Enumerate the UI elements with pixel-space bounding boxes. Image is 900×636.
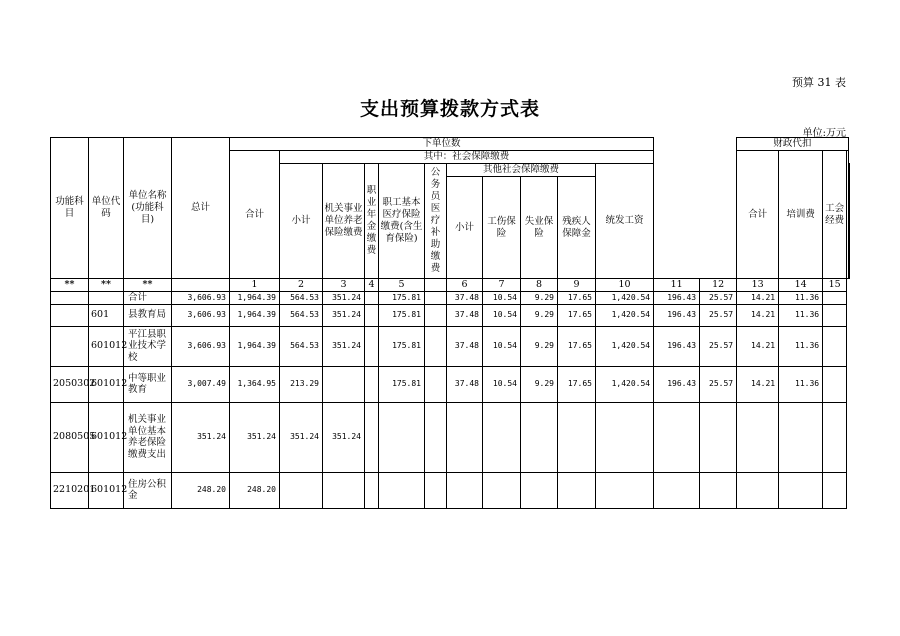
header-civil-medical: 公务员医疗补助缴费: [425, 164, 447, 279]
value-cell: 1,964.39: [230, 291, 280, 304]
value-cell: 248.20: [172, 472, 230, 508]
unit-code-cell: 601: [89, 304, 124, 326]
value-cell: 14.21: [737, 326, 779, 366]
value-cell: 196.43: [654, 291, 700, 304]
index-cell: **: [51, 279, 89, 292]
value-cell: [823, 366, 847, 402]
value-cell: [823, 402, 847, 472]
value-cell: 196.43: [654, 366, 700, 402]
unit-name-cell: 县教育局: [124, 304, 172, 326]
value-cell: [700, 402, 737, 472]
value-cell: [483, 472, 521, 508]
header-total: 总计: [172, 138, 230, 279]
value-cell: [365, 291, 379, 304]
value-cell: 37.48: [447, 304, 483, 326]
func-subject-cell: 2210201: [51, 472, 89, 508]
index-cell: 8: [521, 279, 558, 292]
header-medical: 职工基本医疗保险缴费(含生育保险): [379, 164, 425, 279]
value-cell: [823, 291, 847, 304]
value-cell: 196.43: [654, 304, 700, 326]
func-subject-cell: [51, 326, 89, 366]
value-cell: 175.81: [379, 304, 425, 326]
value-cell: 11.36: [779, 304, 823, 326]
value-cell: 351.24: [230, 402, 280, 472]
value-cell: 17.65: [558, 304, 596, 326]
value-cell: [365, 304, 379, 326]
value-cell: 17.65: [558, 326, 596, 366]
index-cell: 5: [379, 279, 425, 292]
page-title: 支出预算拨款方式表: [359, 98, 540, 120]
header-unit-name: 单位名称(功能科目): [124, 138, 172, 279]
table-row: [51, 304, 850, 326]
value-cell: 3,606.93: [172, 291, 230, 304]
value-cell: [365, 472, 379, 508]
index-cell: 4: [365, 279, 379, 292]
index-cell: **: [124, 279, 172, 292]
unit-code-cell: 601012: [89, 402, 124, 472]
value-cell: 37.48: [447, 291, 483, 304]
value-cell: 37.48: [447, 366, 483, 402]
value-cell: [365, 366, 379, 402]
value-cell: 248.20: [230, 472, 280, 508]
table-row: [51, 402, 850, 472]
value-cell: 17.65: [558, 366, 596, 402]
value-cell: 25.57: [700, 326, 737, 366]
func-subject-cell: 2080505: [51, 402, 89, 472]
index-cell: 7: [483, 279, 521, 292]
value-cell: [425, 472, 447, 508]
header-union: 工会经费: [823, 151, 847, 279]
form-number: 预算 31 表: [792, 76, 846, 89]
index-cell: 14: [779, 279, 823, 292]
header-disabled: 残疾人保障金: [558, 177, 596, 279]
unit-code-cell: [89, 291, 124, 304]
value-cell: 564.53: [280, 304, 323, 326]
index-cell: [425, 279, 447, 292]
header-fiscal-total: 合计: [737, 151, 779, 279]
value-cell: 17.65: [558, 291, 596, 304]
header-annuity: 职业年金缴费: [365, 164, 379, 279]
header-pension: 机关事业单位养老保险缴费: [323, 164, 365, 279]
value-cell: [323, 366, 365, 402]
value-cell: 351.24: [323, 402, 365, 472]
index-cell: [172, 279, 230, 292]
value-cell: [379, 402, 425, 472]
value-cell: 1,364.95: [230, 366, 280, 402]
value-cell: 11.36: [779, 326, 823, 366]
value-cell: [654, 402, 700, 472]
value-cell: 351.24: [280, 402, 323, 472]
value-cell: 3,606.93: [172, 304, 230, 326]
value-cell: [425, 304, 447, 326]
value-cell: 175.81: [379, 366, 425, 402]
value-cell: 1,420.54: [596, 304, 654, 326]
value-cell: [596, 472, 654, 508]
unit-name-cell: 平江县职业技术学校: [124, 326, 172, 366]
value-cell: [737, 472, 779, 508]
index-cell: 10: [596, 279, 654, 292]
index-cell: **: [89, 279, 124, 292]
func-subject-cell: [51, 304, 89, 326]
value-cell: [425, 366, 447, 402]
value-cell: 25.57: [700, 366, 737, 402]
value-cell: 11.36: [779, 291, 823, 304]
data-rows: [51, 291, 850, 508]
value-cell: 213.29: [280, 366, 323, 402]
value-cell: [823, 472, 847, 508]
value-cell: 351.24: [172, 402, 230, 472]
unit-code-cell: 601012: [89, 366, 124, 402]
value-cell: 351.24: [323, 326, 365, 366]
value-cell: [596, 402, 654, 472]
header-unit-code: 单位代码: [89, 138, 124, 279]
value-cell: [365, 402, 379, 472]
value-cell: 10.54: [483, 304, 521, 326]
value-cell: 14.21: [737, 366, 779, 402]
value-cell: 175.81: [379, 326, 425, 366]
value-cell: [425, 402, 447, 472]
value-cell: 11.36: [779, 366, 823, 402]
value-cell: 3,007.49: [172, 366, 230, 402]
value-cell: 1,964.39: [230, 304, 280, 326]
index-cell: 15: [823, 279, 847, 292]
header-special-approval: [848, 164, 849, 279]
value-cell: 9.29: [521, 291, 558, 304]
value-cell: 37.48: [447, 326, 483, 366]
value-cell: 196.43: [654, 326, 700, 366]
table-row: [51, 291, 850, 304]
value-cell: [323, 472, 365, 508]
value-cell: [700, 472, 737, 508]
index-cell: 13: [737, 279, 779, 292]
value-cell: 10.54: [483, 366, 521, 402]
index-cell: 12: [700, 279, 737, 292]
value-cell: 1,420.54: [596, 291, 654, 304]
unit-name-cell: 住房公积金: [124, 472, 172, 508]
value-cell: [521, 402, 558, 472]
value-cell: [779, 402, 823, 472]
header-other-social: 其他社会保障缴费: [447, 164, 596, 177]
header-func-subject: 功能科目: [51, 138, 89, 279]
unit-name-cell: 合计: [124, 291, 172, 304]
func-subject-cell: 2050302: [51, 366, 89, 402]
index-cell: 2: [280, 279, 323, 292]
header-wages: 统发工资: [596, 164, 654, 279]
index-cell: 1: [230, 279, 280, 292]
value-cell: 1,420.54: [596, 326, 654, 366]
index-cell: 9: [558, 279, 596, 292]
index-cell: 6: [447, 279, 483, 292]
value-cell: 14.21: [737, 304, 779, 326]
value-cell: [425, 291, 447, 304]
unit-code-cell: 601012: [89, 472, 124, 508]
budget-table: [50, 137, 850, 509]
value-cell: 351.24: [323, 304, 365, 326]
index-row: [51, 279, 850, 292]
value-cell: 175.81: [379, 291, 425, 304]
value-cell: [654, 472, 700, 508]
header-of-which-social: 其中：社会保障缴费: [280, 151, 654, 164]
value-cell: 564.53: [280, 291, 323, 304]
unit-label: 单位:万元: [802, 128, 846, 139]
value-cell: [365, 326, 379, 366]
unit-name-cell: 机关事业单位基本养老保险缴费支出: [124, 402, 172, 472]
func-subject-cell: [51, 291, 89, 304]
value-cell: [823, 326, 847, 366]
header-training: 培训费: [779, 151, 823, 279]
value-cell: [521, 472, 558, 508]
header-subtotal: 合计: [230, 151, 280, 279]
value-cell: [447, 402, 483, 472]
value-cell: [823, 304, 847, 326]
unit-code-cell: 601012: [89, 326, 124, 366]
value-cell: 351.24: [323, 291, 365, 304]
value-cell: 3,606.93: [172, 326, 230, 366]
table-row: [51, 472, 850, 508]
index-cell: 3: [323, 279, 365, 292]
value-cell: 25.57: [700, 291, 737, 304]
value-cell: 1,420.54: [596, 366, 654, 402]
header-lower-unit: 下单位数: [230, 138, 654, 151]
value-cell: [779, 472, 823, 508]
value-cell: [558, 472, 596, 508]
value-cell: [280, 472, 323, 508]
value-cell: 9.29: [521, 366, 558, 402]
index-cell: 11: [654, 279, 700, 292]
value-cell: [737, 402, 779, 472]
value-cell: 10.54: [483, 326, 521, 366]
header-social-subtotal: 小计: [280, 164, 323, 279]
value-cell: [558, 402, 596, 472]
value-cell: 10.54: [483, 291, 521, 304]
value-cell: 25.57: [700, 304, 737, 326]
value-cell: [379, 472, 425, 508]
value-cell: [425, 326, 447, 366]
value-cell: [447, 472, 483, 508]
table-row: [51, 326, 850, 366]
value-cell: 1,964.39: [230, 326, 280, 366]
value-cell: 9.29: [521, 304, 558, 326]
unit-name-cell: 中等职业教育: [124, 366, 172, 402]
header-injury: 工伤保险: [483, 177, 521, 279]
value-cell: 9.29: [521, 326, 558, 366]
header-unemployment: 失业保险: [521, 177, 558, 279]
table-row: [51, 366, 850, 402]
value-cell: [483, 402, 521, 472]
header-fiscal-deduct: 财政代扣: [737, 138, 848, 151]
value-cell: 564.53: [280, 326, 323, 366]
header-other-subtotal: 小计: [447, 177, 483, 279]
value-cell: 14.21: [737, 291, 779, 304]
